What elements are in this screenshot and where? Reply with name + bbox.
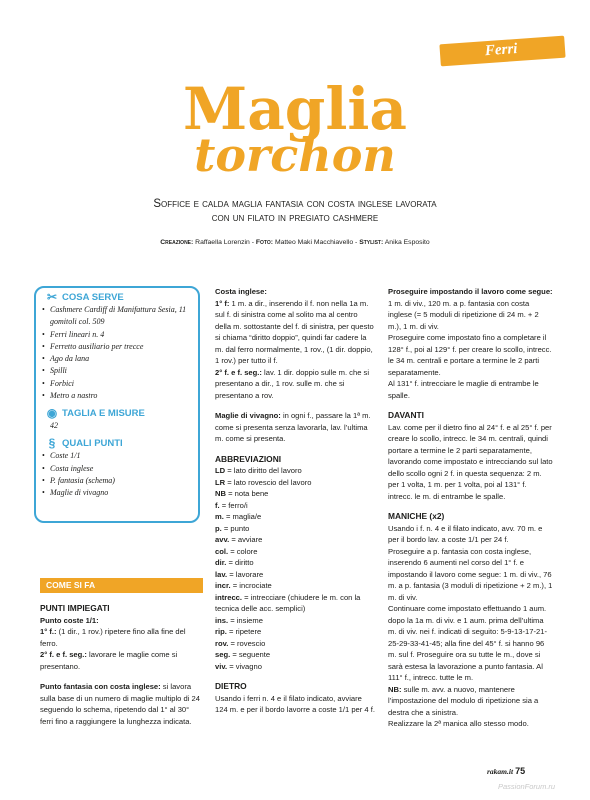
punti-title: QUALI PUNTI xyxy=(62,437,123,449)
paragraph-bold-lead: col. xyxy=(215,546,229,556)
paragraph xyxy=(215,465,375,477)
paragraph-text: = rovescio xyxy=(228,638,266,648)
title-line-2: torchon xyxy=(194,128,396,182)
paragraph-bold-lead: rip. xyxy=(215,627,227,636)
credits-creazione: Raffaella Lorenzin xyxy=(195,239,250,246)
paragraph-bold-lead: f. xyxy=(215,500,220,510)
list-item: • Coste 1/1 xyxy=(42,450,194,462)
paragraph-text: 1 m. a dir., inserendo il f. non nella 1a m. sul f. di sinistra come al solito ma al centro della m. sottostante del f. di sinistra, per questo si chiama “diritto doppio”, quindi far cadere la m. dal ferro normalmente, 1 rov., (1 dir. doppio, 1 rov.) per tutto il f. xyxy=(215,298,374,365)
paragraph-bold-lead: ins. xyxy=(215,615,229,625)
paragraph-bold-lead: seg. xyxy=(215,650,231,659)
list-item: • Forbici xyxy=(42,378,194,390)
column-1 xyxy=(40,603,203,727)
section-tag xyxy=(439,36,565,67)
taglia-value: 42 xyxy=(50,421,58,431)
paragraph-text: = diritto xyxy=(226,558,254,567)
paragraph xyxy=(388,546,553,604)
paragraph-gap xyxy=(388,502,553,511)
paragraph-bold-lead: Proseguire impostando il lavoro come segue: xyxy=(388,287,553,296)
watermark: PassionForum.ru xyxy=(498,782,556,791)
paragraph-bold-lead: LD xyxy=(215,466,226,475)
paragraph-text: si lavora sulla base di un numero di maglie multiplo di 24 seguendo lo schema, ripetendo dal 1° al 30° ferri fino a raggiungere la lunghezza indicata. xyxy=(40,682,200,726)
paragraph-bold-lead: 1° f.: xyxy=(40,627,57,636)
paragraph xyxy=(388,378,553,401)
paragraph-bold-lead: dir. xyxy=(215,558,227,567)
paragraph-gap xyxy=(215,445,375,454)
paragraph-text: = lato rovescio del lavoro xyxy=(225,477,312,487)
page-number: 75 xyxy=(515,766,526,776)
paragraph xyxy=(215,298,375,367)
paragraph-text: = ferro/i xyxy=(219,500,248,510)
info-box xyxy=(34,286,200,523)
paragraph-bold-lead: avv. xyxy=(215,535,230,544)
list-item: • Ferretto ausiliario per trecce xyxy=(42,341,194,353)
paragraph xyxy=(215,410,375,445)
paragraph-bold-lead: intrecc. xyxy=(215,592,243,602)
paragraph xyxy=(215,615,375,627)
paragraph xyxy=(40,626,203,649)
list-item: • Ferri lineari n. 4 xyxy=(42,329,194,341)
paragraph-bold-lead: 1° f: xyxy=(215,298,230,308)
paragraph xyxy=(215,500,375,512)
paragraph-text: = intrecciare (chiudere le m. con la tecnica delle acc. semplici) xyxy=(215,592,361,613)
paragraph-text: = colore xyxy=(228,546,258,556)
list-item: • P. fantasia (schema) xyxy=(42,475,194,487)
paragraph-text: lavorare le maglie come si presentano. xyxy=(40,650,178,671)
credits-creazione-label: Creazione: xyxy=(160,239,194,246)
paragraph xyxy=(215,488,375,500)
paragraph-text: = punto xyxy=(221,523,250,533)
tape-measure-icon: ◉ xyxy=(46,406,58,421)
paragraph-bold-lead: incr. xyxy=(215,581,231,590)
paragraph-text: in ogni f., passare la 1ª m. come si presenta senza lavorarla, lav. l’ultima m. come si presenta. xyxy=(215,411,371,443)
section-heading: DAVANTI xyxy=(388,410,424,420)
paragraph-bold-lead: NB: xyxy=(388,684,402,694)
come-si-fa-bar xyxy=(40,578,203,593)
paragraph xyxy=(215,534,375,546)
paragraph xyxy=(388,286,553,332)
section-heading: MANICHE (x2) xyxy=(388,511,445,521)
paragraph-text: Al 131° f. intrecciare le maglie di entrambe le spalle. xyxy=(388,379,539,400)
paragraph xyxy=(215,580,375,592)
paragraph-bold-lead: Punto coste 1/1: xyxy=(40,615,99,625)
paragraph-text: (1 dir., 1 rov.) ripetere fino alla fine del ferro. xyxy=(40,627,186,648)
paragraph xyxy=(215,286,375,298)
paragraph xyxy=(215,523,375,535)
list-item: • Spilli xyxy=(42,365,194,377)
paragraph-text: = vivagno xyxy=(227,661,262,671)
credits: Creazione: Raffaella Lorenzin - Foto: Matteo Maki Macchiavello - Stylist: Anika Esposito xyxy=(160,239,430,246)
paragraph-text: = incrociate xyxy=(230,581,272,590)
column-2 xyxy=(215,286,375,716)
paragraph xyxy=(215,546,375,558)
paragraph-text: Lav. come per il dietro fino al 24° f. e al 25° f. per creare lo scollo, intrecc. le 34 m. centrali, quindi portare a termine le 2 parti separatamente, lavorando come impostato e intrecciando sul lato dello scollo ogni 2 f. in questa sequenza: 2 m. per 1 volta, 1 m. per 1 volta, poi al 131° f. intrecc. le m. di entrambe le spalle. xyxy=(388,422,553,501)
paragraph xyxy=(215,511,375,523)
title-line-1: Maglia xyxy=(183,75,407,143)
paragraph xyxy=(215,477,375,489)
paragraph-bold-lead: Punto fantasia con costa inglese: xyxy=(40,682,161,691)
paragraph-text: Proseguire come impostato fino a completare il 128° f., poi al 129° f. per creare lo scollo, intrecc. le 34 m. centrali e portare a termine le 2 parti separatamente. xyxy=(388,333,552,377)
page-footer xyxy=(487,766,525,776)
paragraph-text: Proseguire a p. fantasia con costa inglese, inserendo 6 aumenti nel corso del 1° f. e impostando il lavoro come segue: 1 m. di viv., 76 m. a p. fantasia (3 moduli di ripetizione + 2 m.), 1 m. di viv. xyxy=(388,546,553,602)
paragraph-text: lav. 1 dir. doppio sulle m. che si presentano a dir., 1 rov. sulle m. che si presentano a rov. xyxy=(215,367,370,400)
paragraph xyxy=(215,661,375,673)
paragraph xyxy=(388,523,553,546)
paragraph-text: = lavorare xyxy=(227,569,264,579)
paragraph-text: = avviare xyxy=(229,535,263,544)
paragraph xyxy=(388,422,553,503)
paragraph-bold-lead: Costa inglese: xyxy=(215,287,267,296)
subtitle xyxy=(80,197,510,225)
stitch-icon: § xyxy=(48,436,56,451)
paragraph-bold-lead: Maglie di vivagno: xyxy=(215,411,281,420)
taglia-heading xyxy=(42,406,194,420)
column-3 xyxy=(388,286,553,730)
credits-stylist-label: Stylist: xyxy=(359,239,384,246)
paragraph xyxy=(215,649,375,661)
paragraph-text: Realizzare la 2ª manica allo stesso modo. xyxy=(388,719,529,728)
paragraph-text: = lato diritto del lavoro xyxy=(225,466,302,475)
paragraph xyxy=(40,681,203,727)
paragraph-bold-lead: NB xyxy=(215,489,226,498)
list-item: • Cashmere Cardiff di Manifattura Sesia, 11 gomitoli col. 509 xyxy=(42,304,194,329)
scissors-icon: ✂ xyxy=(46,290,58,304)
cosa-serve-title: COSA SERVE xyxy=(62,291,124,303)
list-item: • Ago da lana xyxy=(42,353,194,365)
paragraph xyxy=(388,718,553,730)
paragraph-text: = maglia/e xyxy=(223,512,262,521)
come-si-fa-label: COME SI FA xyxy=(46,580,96,590)
paragraph xyxy=(215,626,375,638)
paragraph xyxy=(388,684,553,719)
taglia-title: TAGLIA E MISURE xyxy=(62,407,145,419)
section-tag-label: Ferri xyxy=(484,40,518,60)
paragraph-bold-lead: LR xyxy=(215,477,226,487)
paragraph-gap xyxy=(388,401,553,410)
list-item: • Metro a nastro xyxy=(42,390,194,402)
paragraph-text: Usando i ferri n. 4 e il filato indicato, avviare 124 m. e per il bordo lavorre a coste 1/1 per 4 f. xyxy=(215,693,375,714)
paragraph-text: Continuare come impostato effettuando 1 aum. dopo la 1a m. di viv. e 1 aum. prima dell’ultima m. di viv. nei f. indicati di seguito: 5-9-13-17-21-25-29-33-41-45; alla fine del 45° f. si hanno 96 m. sul f. Proseguire ora su tutte le m., dove si sarà estesa la lavorazione a punto fantasia. Al 111° f., intrecc. tutte le m. xyxy=(388,604,547,682)
subtitle-line-1: Soffice e calda maglia fantasia con costa inglese lavorata xyxy=(153,198,437,210)
paragraph xyxy=(388,332,553,378)
paragraph-bold-lead: rov. xyxy=(215,638,229,648)
credits-foto: Matteo Maki Macchiavello xyxy=(274,239,354,246)
paragraph xyxy=(40,649,203,672)
paragraph-bold-lead: viv. xyxy=(215,661,228,671)
paragraph-gap xyxy=(215,401,375,410)
cosa-serve-heading xyxy=(42,290,194,304)
punti-list xyxy=(42,450,194,499)
paragraph-bold-lead: m. xyxy=(215,512,224,521)
paragraph xyxy=(215,638,375,650)
paragraph xyxy=(215,592,375,615)
paragraph-gap xyxy=(40,672,203,681)
paragraph xyxy=(40,615,203,627)
paragraph-bold-lead: 2° f. e f. seg.: xyxy=(215,367,262,377)
footer-site: rakam.it xyxy=(487,767,514,776)
paragraph xyxy=(215,367,375,402)
paragraph-bold-lead: lav. xyxy=(215,569,228,579)
paragraph-text: sulle m. avv. a nuovo, mantenere l’impostazione del modulo di ripetizione sia a destra che a sinistra. xyxy=(388,684,539,717)
list-item: • Costa inglese xyxy=(42,463,194,475)
paragraph-text: = ripetere xyxy=(226,627,262,636)
paragraph xyxy=(215,557,375,569)
paragraph-text: = nota bene xyxy=(225,489,269,498)
section-heading: PUNTI IMPIEGATI xyxy=(40,603,110,613)
paragraph-text: Usando i f. n. 4 e il filato indicato, avv. 70 m. e per il bordo lav. a coste 1/1 per 24 f. xyxy=(388,523,543,544)
subtitle-line-2: con un filato in pregiato cashmere xyxy=(211,212,379,224)
credits-stylist: Anika Esposito xyxy=(384,239,430,246)
section-heading: DIETRO xyxy=(215,681,247,691)
credits-foto-label: Foto: xyxy=(255,239,274,246)
paragraph-text: 1 m. di viv., 120 m. a p. fantasia con costa inglese (= 5 moduli di ripetizione di 24 m. + 2 m.), 1 m. di viv. xyxy=(388,298,539,331)
paragraph-bold-lead: 2° f. e f. seg.: xyxy=(40,650,87,659)
section-heading: ABBREVIAZIONI xyxy=(215,453,282,464)
list-item: • Maglie di vivagno xyxy=(42,487,194,499)
paragraph-text: = insieme xyxy=(228,615,263,625)
paragraph xyxy=(215,693,375,716)
paragraph-bold-lead: p. xyxy=(215,523,222,533)
paragraph xyxy=(215,569,375,581)
paragraph-text: = seguente xyxy=(230,650,271,659)
cosa-serve-list xyxy=(42,304,194,402)
paragraph-gap xyxy=(215,672,375,681)
punti-heading xyxy=(42,436,194,450)
paragraph xyxy=(388,603,553,684)
